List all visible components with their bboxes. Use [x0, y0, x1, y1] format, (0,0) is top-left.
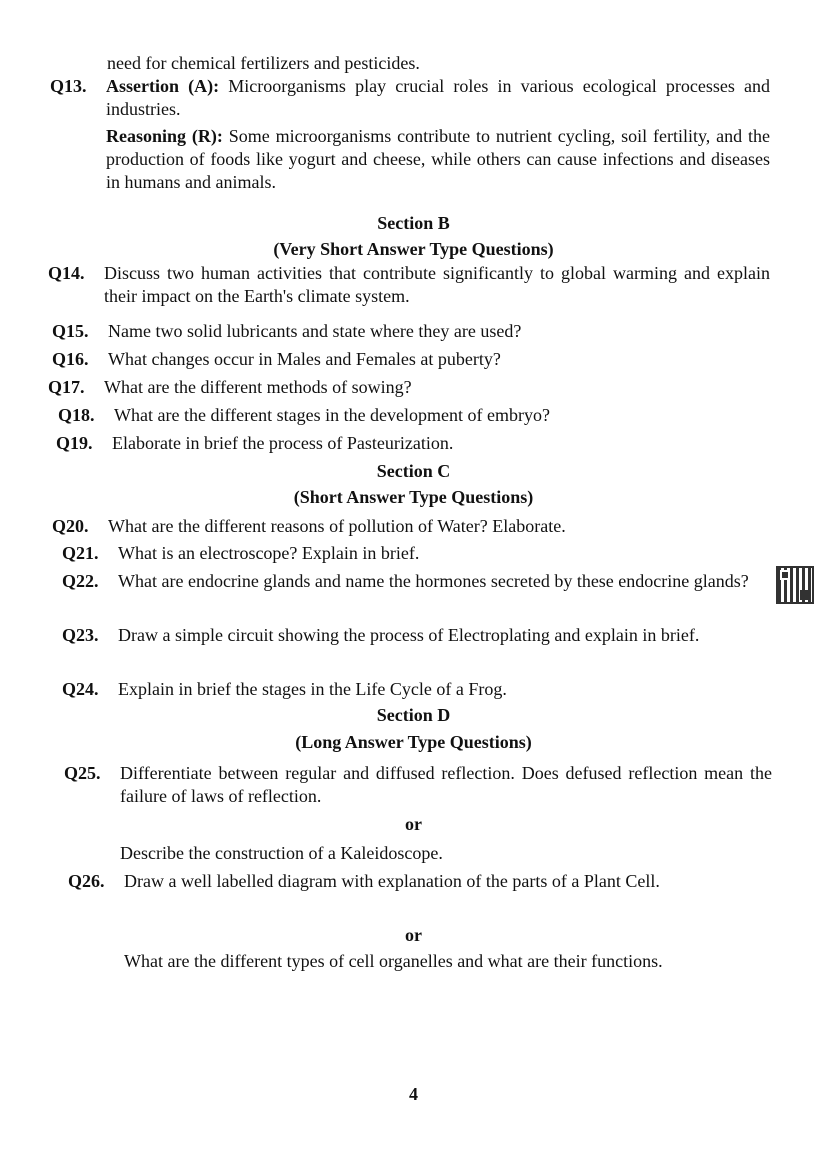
question-20: Q20. What are the different reasons of pollution of Water? Elaborate. — [52, 516, 566, 536]
assertion-text: Microorganisms play crucial roles in various ecological processes and industries. — [106, 76, 770, 119]
question-22: Q22. What are endocrine glands and name the hormones secreted by these endocrine glands? — [62, 571, 749, 591]
question-23: Q23. Draw a simple circuit showing the process of Electroplating and explain in brief. — [62, 625, 700, 645]
reasoning-label: Reasoning (R): — [106, 126, 223, 146]
section-d-subtitle: (Long Answer Type Questions) — [295, 732, 532, 752]
question-16: Q16. What changes occur in Males and Females at puberty? — [52, 349, 501, 369]
section-c-subtitle: (Short Answer Type Questions) — [293, 487, 534, 507]
question-18: Q18. What are the different stages in the development of embryo? — [58, 405, 550, 425]
qr-code-icon — [776, 566, 814, 604]
question-number: Q13. — [50, 76, 87, 96]
reasoning-text: Some microorganisms contribute to nutrient cycling, soil fertility, and the production of foods like yogurt and cheese, while others can cause infections and diseases in humans and animals. — [106, 126, 770, 192]
question-26: Q26. Draw a well labelled diagram with explanation of the parts of a Plant Cell. — [68, 871, 660, 891]
question-26-alternative: What are the different types of cell organelles and what are their functions. — [124, 951, 663, 971]
question-17: Q17. What are the different methods of sowing? — [48, 377, 412, 397]
or-divider: or — [405, 925, 422, 945]
or-divider: or — [405, 814, 422, 834]
question-25: Q25. Differentiate between regular and diffused reflection. Does defused reflection mean the failure of laws of reflection. — [64, 763, 772, 806]
question-15: Q15. Name two solid lubricants and state where they are used? — [52, 321, 522, 341]
question-21: Q21. What is an electroscope? Explain in brief. — [62, 543, 420, 563]
continued-text: need for chemical fertilizers and pesticides. — [107, 53, 420, 73]
section-b-title: Section B — [377, 213, 450, 233]
question-14: Q14. Discuss two human activities that contribute significantly to global warming and explain their impact on the Earth's climate system. — [48, 263, 770, 306]
question-19: Q19. Elaborate in brief the process of Pasteurization. — [56, 433, 454, 453]
section-b-subtitle: (Very Short Answer Type Questions) — [273, 239, 554, 259]
section-c-title: Section C — [376, 461, 451, 481]
assertion-label: Assertion (A): — [106, 76, 220, 96]
question-24: Q24. Explain in brief the stages in the Life Cycle of a Frog. — [62, 679, 507, 699]
section-d-title: Section D — [376, 705, 451, 725]
question-13 — [50, 75, 770, 194]
question-25-alternative: Describe the construction of a Kaleidoscope. — [120, 843, 443, 863]
page-number: 4 — [409, 1084, 418, 1104]
